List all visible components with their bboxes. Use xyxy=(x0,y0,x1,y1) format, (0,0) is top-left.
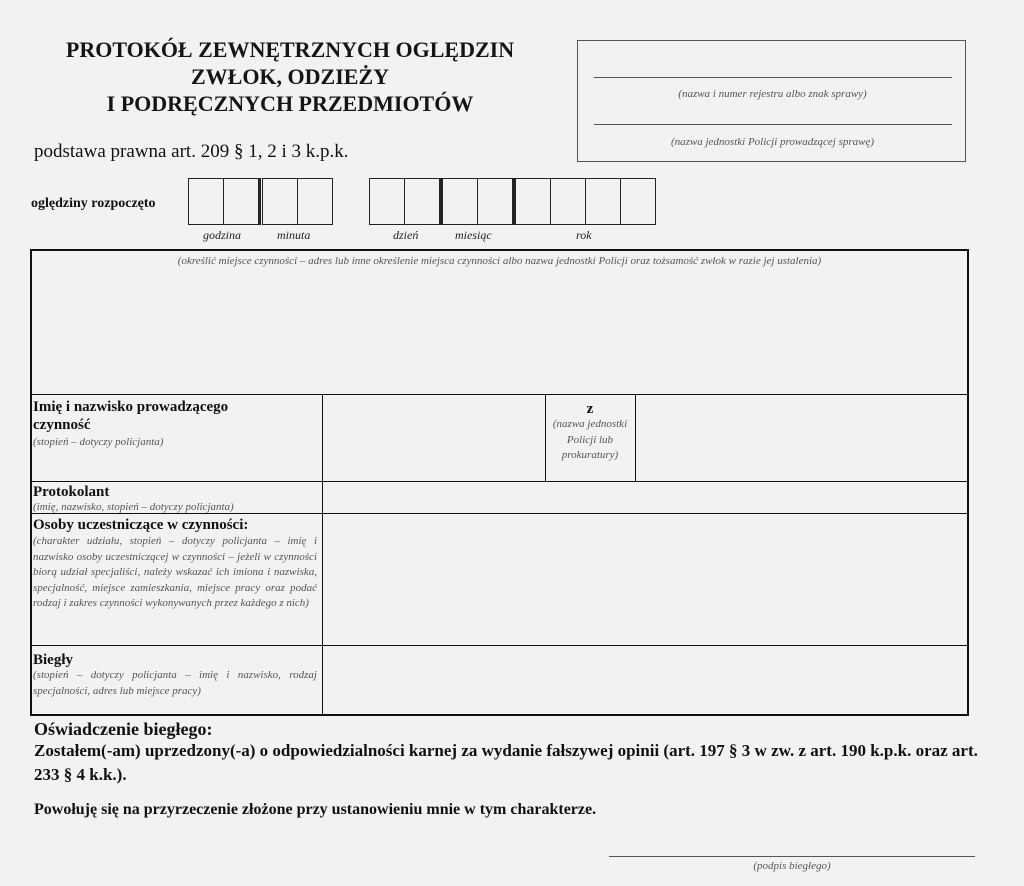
minute-label: minuta xyxy=(277,228,311,242)
minute-digit-1[interactable] xyxy=(262,178,298,225)
hour-digit-2[interactable] xyxy=(223,178,259,225)
clerk-field[interactable] xyxy=(324,483,965,512)
title-line-2: ZWŁOK, ODZIEŻY xyxy=(190,64,390,89)
legal-basis: podstawa prawna art. 209 § 1, 2 i 3 k.p.k. xyxy=(34,141,349,162)
police-unit-hint: (nazwa jednostki Policji prowadzącej sprawę) xyxy=(670,136,875,148)
register-box xyxy=(577,40,966,162)
year-digit-2[interactable] xyxy=(550,178,586,225)
month-digit-1[interactable] xyxy=(442,178,478,225)
register-number-line[interactable] xyxy=(594,77,952,78)
clerk-label: Protokolant xyxy=(33,484,110,500)
row-divider-participants xyxy=(32,645,967,646)
z-column-right-divider xyxy=(635,394,636,481)
form-title xyxy=(30,36,550,117)
year-label: rok xyxy=(576,228,592,242)
expert-field[interactable] xyxy=(324,647,965,714)
conductor-hint: (stopień – dotyczy policjanta) xyxy=(33,436,164,448)
conductor-label-line-1: Imię i nazwisko prowadzącego xyxy=(33,399,229,415)
start-label: oględziny rozpoczęto xyxy=(31,196,156,211)
register-number-hint: (nazwa i numer rejestru albo znak sprawy) xyxy=(678,88,867,100)
year-digit-1[interactable] xyxy=(515,178,551,225)
expert-label: Biegły xyxy=(33,652,73,668)
title-line-1: PROTOKÓŁ ZEWNĘTRZNYCH OGLĘDZIN xyxy=(65,37,515,62)
participants-hint: (charakter udziału, stopień – dotyczy policjanta – imię i nazwisko osoby uczestniczącej w czynności – jeżeli w czynności biorą udział specjaliści, należy wskazać ich imiona i nazwiska, specjalność, miejsce zamieszkania, miejsce pracy oraz podać rodzaj i zakres czynności wykonywanych przez każdego z nich) xyxy=(33,535,317,609)
participants-field[interactable] xyxy=(324,515,965,644)
year-digit-3[interactable] xyxy=(585,178,621,225)
day-digit-1[interactable] xyxy=(369,178,405,225)
expert-declaration-heading: Oświadczenie biegłego: xyxy=(34,719,213,739)
expert-hint: (stopień – dotyczy policjanta – imię i nazwisko, rodzaj specjalności, adres lub miejsce pracy) xyxy=(33,669,317,697)
conductor-label-line-2: czynność xyxy=(33,417,91,433)
row-divider-place xyxy=(32,394,967,395)
main-form-table xyxy=(30,249,969,716)
z-hint: (nazwa jednostki Policji lub prokuratury) xyxy=(552,418,628,461)
row-divider-conductor xyxy=(32,481,967,482)
conductor-unit-field[interactable] xyxy=(637,396,965,480)
month-digit-2[interactable] xyxy=(477,178,513,225)
hour-minute-separator xyxy=(259,178,261,225)
hour-label: godzina xyxy=(203,228,242,242)
label-column-divider xyxy=(322,394,323,714)
participants-label: Osoby uczestniczące w czynności: xyxy=(33,517,249,533)
title-line-3: I PODRĘCZNYCH PRZEDMIOTÓW xyxy=(106,91,474,116)
year-digit-4[interactable] xyxy=(620,178,656,225)
place-field[interactable] xyxy=(40,273,960,391)
month-label: miesiąc xyxy=(455,228,492,242)
conductor-name-field[interactable] xyxy=(324,396,544,480)
expert-signature-line[interactable] xyxy=(609,856,975,857)
day-label: dzień xyxy=(393,228,419,242)
police-unit-line[interactable] xyxy=(594,124,952,125)
hour-digit-1[interactable] xyxy=(188,178,224,225)
expert-promise-text: Powołuję się na przyrzeczenie złożone przy ustanowieniu mnie w tym charakterze. xyxy=(34,801,597,818)
clerk-hint: (imię, nazwisko, stopień – dotyczy policjanta) xyxy=(33,501,234,513)
z-label: z xyxy=(586,401,594,417)
expert-signature-hint: (podpis biegłego) xyxy=(753,860,831,872)
expert-declaration-text: Zostałem(-am) uprzedzony(-a) o odpowiedzialności karnej za wydanie fałszywej opinii (art. 197 § 3 w zw. z art. 190 k.p.k. oraz art. 233 § 4 k.k.). xyxy=(34,741,978,784)
minute-digit-2[interactable] xyxy=(297,178,333,225)
day-digit-2[interactable] xyxy=(404,178,440,225)
place-hint: (określić miejsce czynności – adres lub inne określenie miejsca czynności albo nazwa jednostki Policji oraz tożsamość zwłok w razie jej ustalenia) xyxy=(177,255,822,267)
